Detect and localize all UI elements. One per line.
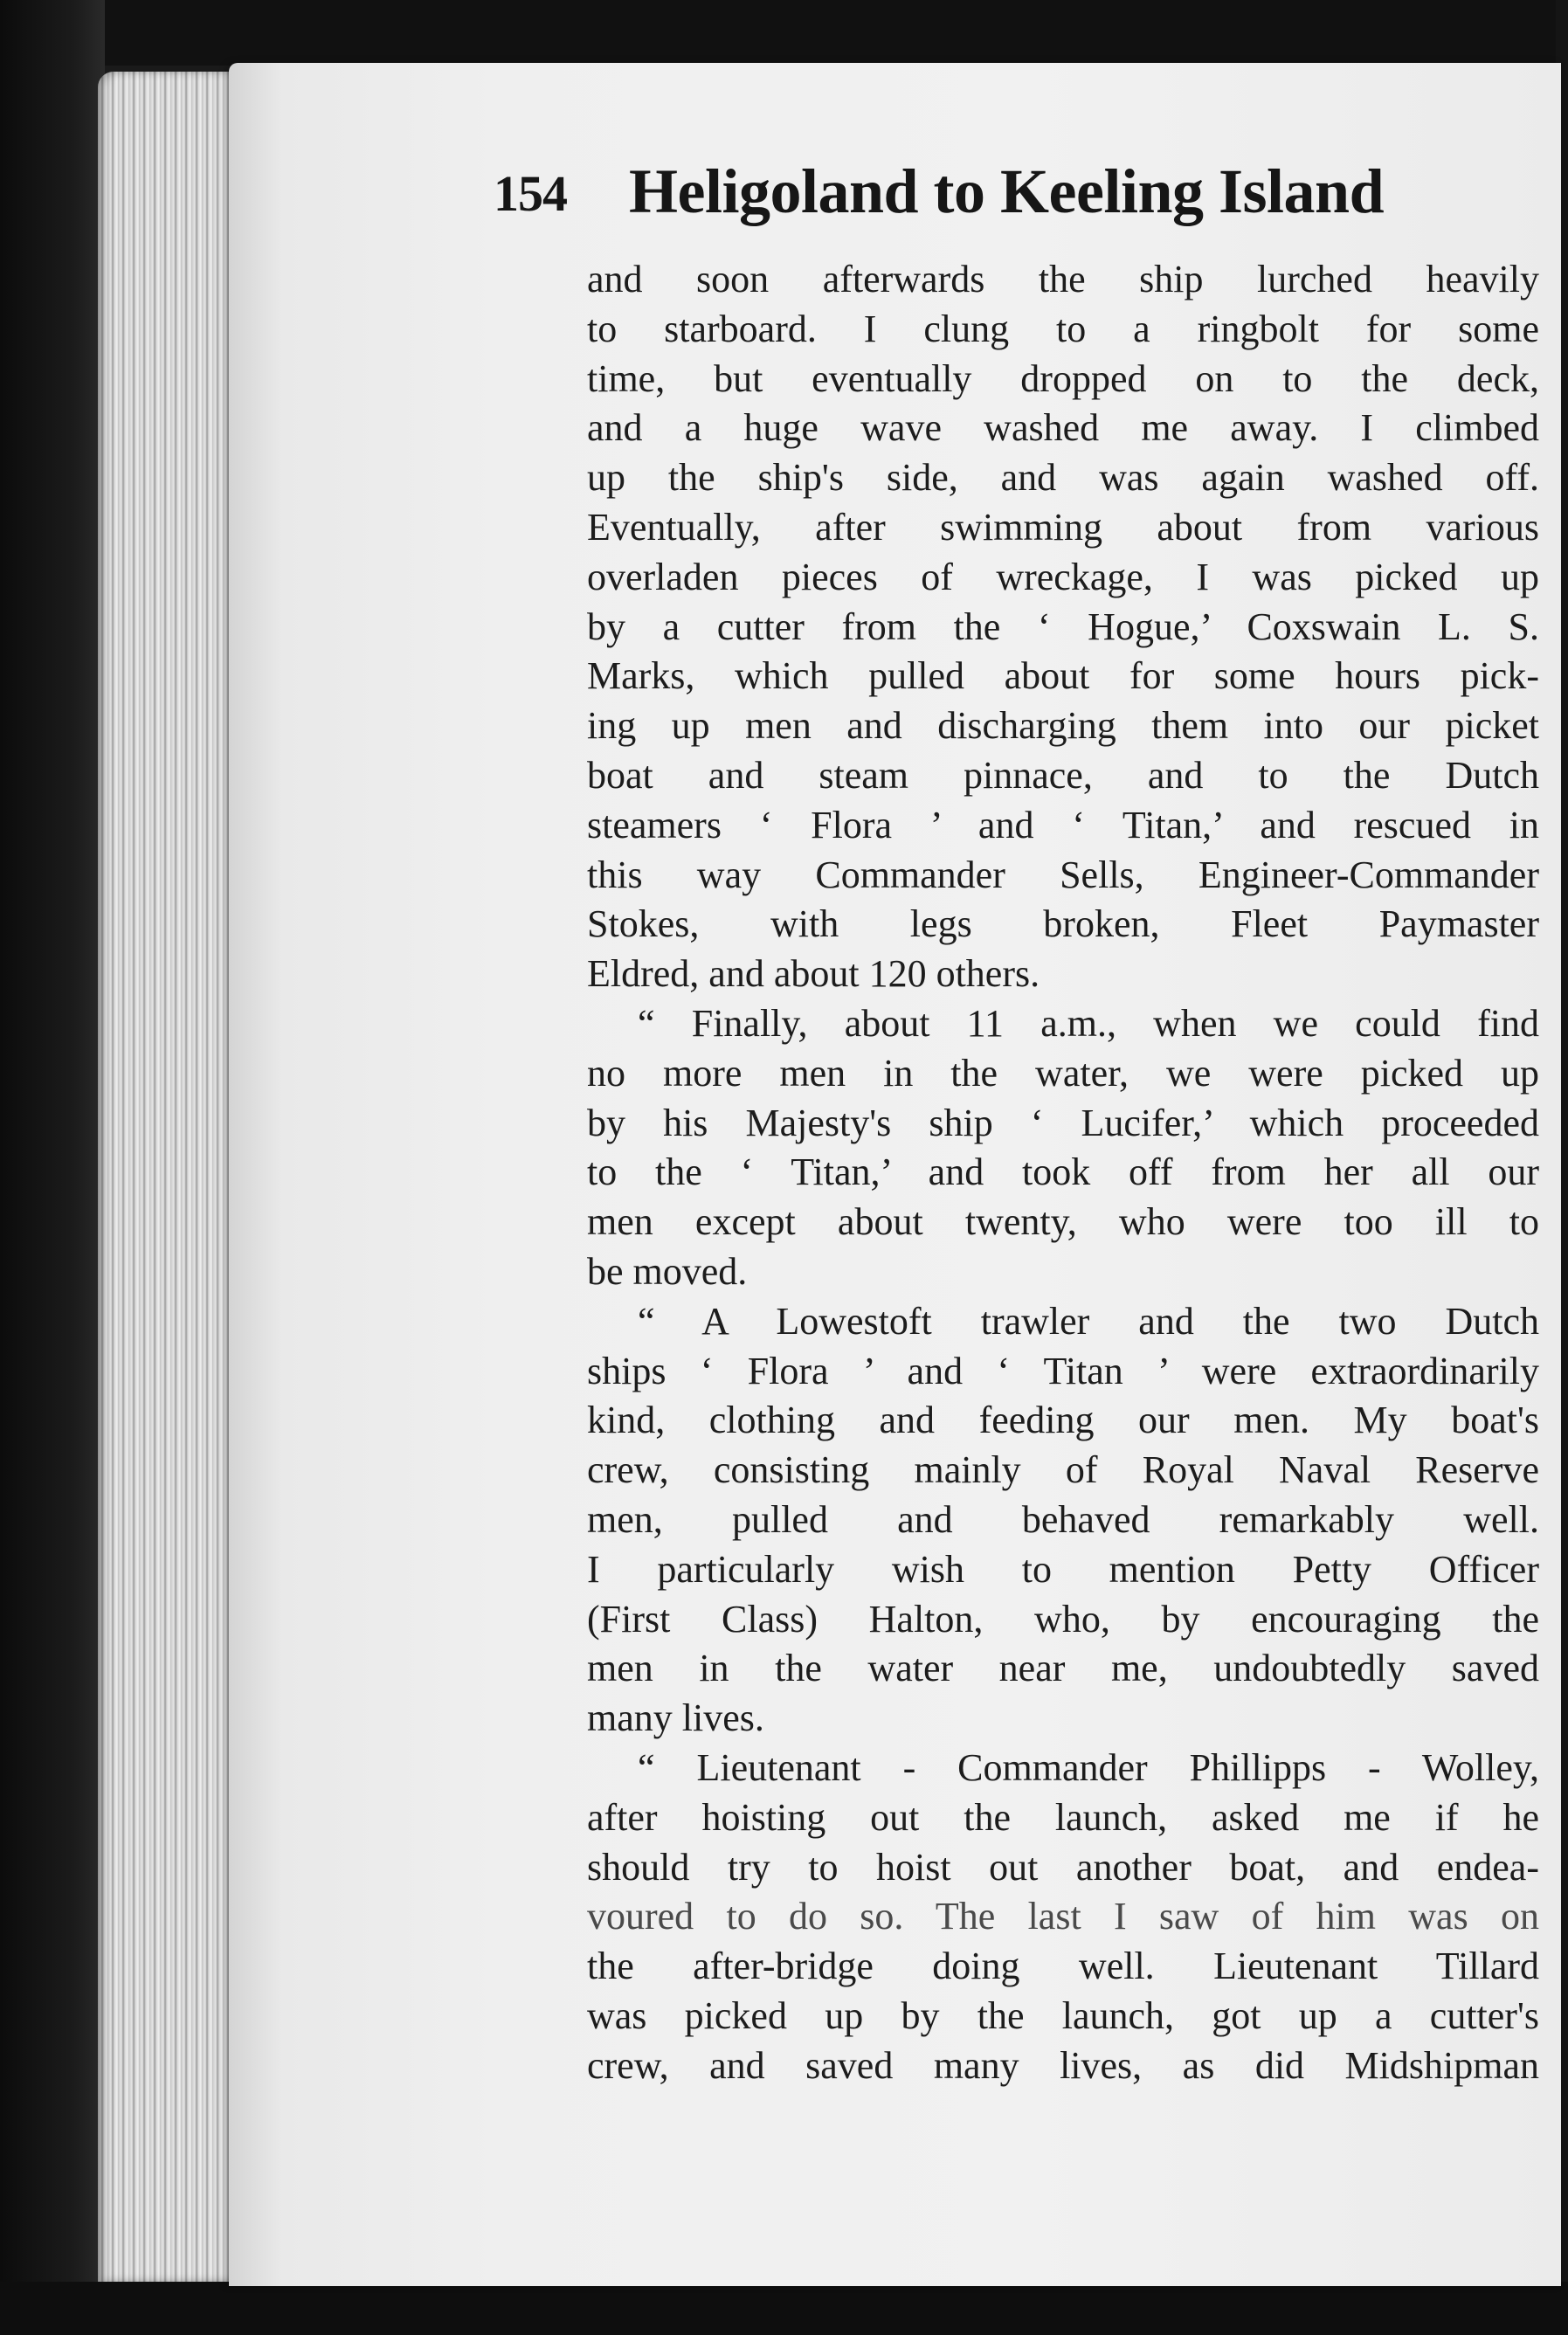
text-line: men, pulled and behaved remarkably well. — [587, 1497, 1539, 1541]
text-line: “ Lieutenant - Commander Phillipps - Wolley, — [638, 1745, 1539, 1789]
text-line: to the ‘ Titan,’ and took off from her all our — [587, 1150, 1539, 1194]
scan-background-top — [0, 0, 1568, 66]
text-line: kind, clothing and feeding our men. My boat's — [587, 1399, 1539, 1442]
page-number: 154 — [494, 165, 567, 222]
scan-background-left — [0, 0, 105, 2335]
text-line: be moved. — [587, 1249, 748, 1293]
text-line: boat and steam pinnace, and to the Dutch — [587, 753, 1539, 797]
text-line: Eventually, after swimming about from various — [587, 505, 1539, 549]
text-line: after hoisting out the launch, asked me if he — [587, 1795, 1539, 1839]
page-header — [494, 155, 1524, 225]
text-line: ships ‘ Flora ’ and ‘ Titan ’ were extraordinarily — [587, 1349, 1539, 1392]
text-line: Marks, which pulled about for some hours pick- — [587, 654, 1539, 698]
text-line: no more men in the water, we were picked up — [587, 1051, 1539, 1095]
text-line: Eldred, and about 120 others. — [587, 952, 1040, 996]
text-line: Stokes, with legs broken, Fleet Paymaster — [587, 902, 1539, 946]
text-line: was picked up by the launch, got up a cutter's — [587, 1993, 1539, 2037]
text-line: I particularly wish to mention Petty Officer — [587, 1547, 1539, 1591]
text-line: the after-bridge doing well. Lieutenant Tillard — [587, 1945, 1539, 1988]
body-text — [587, 255, 1539, 2090]
text-line: “ Finally, about 11 a.m., when we could find — [638, 1001, 1539, 1045]
scan-background-bottom — [0, 2282, 1568, 2335]
text-line: voured to do so. The last I saw of him was on — [587, 1895, 1539, 1938]
text-line: crew, consisting mainly of Royal Naval Reserve — [587, 1448, 1539, 1492]
text-line: men in the water near me, undoubtedly saved — [587, 1647, 1539, 1690]
text-line: steamers ‘ Flora ’ and ‘ Titan,’ and rescued in — [587, 803, 1539, 846]
text-line: overladen pieces of wreckage, I was picked up — [587, 555, 1539, 598]
text-line: and a huge wave washed me away. I climbed — [587, 406, 1539, 450]
text-line: this way Commander Sells, Engineer-Commander — [587, 853, 1539, 896]
text-line: crew, and saved many lives, as did Midshipman — [587, 2043, 1539, 2087]
text-line: up the ship's side, and was again washed off. — [587, 456, 1539, 500]
text-line: by a cutter from the ‘ Hogue,’ Coxswain L. S. — [587, 604, 1539, 648]
text-line: ing up men and discharging them into our picket — [587, 704, 1539, 748]
text-line: and soon afterwards the ship lurched heavily — [587, 258, 1539, 301]
text-line: (First Class) Halton, who, by encouraging the — [587, 1597, 1539, 1641]
text-line: by his Majesty's ship ‘ Lucifer,’ which proceeded — [587, 1101, 1539, 1144]
text-line: “ A Lowestoft trawler and the two Dutch — [638, 1299, 1539, 1343]
text-line: time, but eventually dropped on to the deck, — [587, 356, 1539, 400]
text-line: men except about twenty, who were too ill to — [587, 1200, 1539, 1244]
text-line: to starboard. I clung to a ringbolt for some — [587, 307, 1539, 350]
running-title: Heligoland to Keeling Island — [629, 156, 1385, 226]
text-line: many lives. — [587, 1696, 764, 1740]
text-line: should try to hoist out another boat, and endea- — [587, 1845, 1539, 1889]
